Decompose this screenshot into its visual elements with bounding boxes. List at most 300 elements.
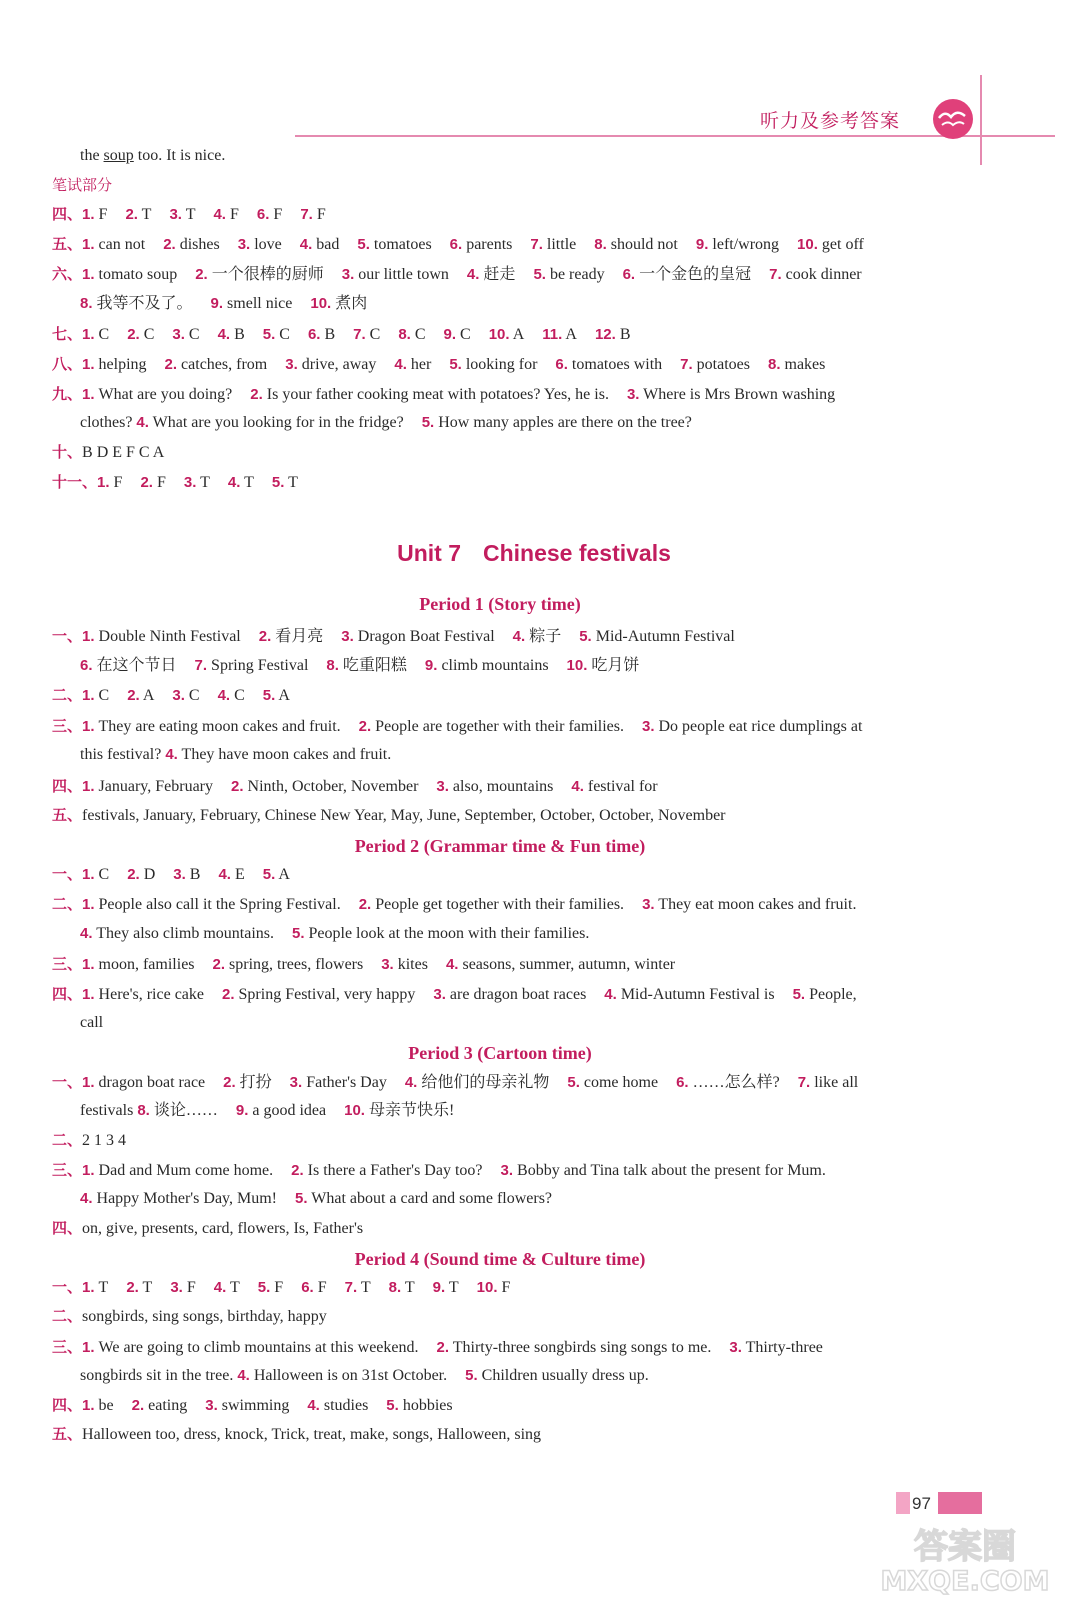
answer-line	[52, 1424, 541, 1445]
answer-item	[307, 1397, 368, 1414]
watermark-logo	[870, 1520, 1060, 1595]
item-answer: 吃月饼	[591, 657, 640, 674]
answer-item	[82, 956, 195, 973]
answer-text: this festival?	[80, 746, 162, 763]
answer-line	[52, 1337, 841, 1358]
answer-item	[604, 986, 774, 1003]
answer-item	[386, 1397, 452, 1414]
item-answer: B	[619, 326, 631, 343]
item-answer: F	[156, 474, 166, 491]
page-header-title: 听力及参考答案	[760, 110, 901, 132]
item-answer: A	[142, 687, 155, 704]
answer-line	[80, 1189, 570, 1209]
watermark-bottom: MXQE.COM	[880, 1566, 1050, 1595]
answer-item	[436, 778, 553, 795]
answer-item	[301, 1279, 326, 1296]
item-number: 8.	[137, 1102, 150, 1119]
item-number: 7.	[797, 1074, 811, 1091]
answer-line	[52, 1218, 363, 1239]
answer-line	[52, 864, 308, 885]
item-number: 2.	[164, 356, 178, 373]
item-number: 3.	[172, 326, 185, 343]
answer-item	[172, 326, 199, 343]
item-answer: T	[360, 1279, 371, 1296]
answer-item	[80, 657, 177, 674]
answer-item	[127, 687, 154, 704]
item-answer: C	[369, 326, 381, 343]
answer-line	[52, 1072, 876, 1093]
item-number: 1.	[82, 266, 95, 283]
item-number: 4.	[445, 956, 459, 973]
answer-item	[80, 1190, 277, 1207]
item-answer: F	[317, 1279, 327, 1296]
item-answer: makes	[784, 356, 826, 373]
answer-item	[272, 474, 298, 491]
answer-item	[82, 236, 145, 253]
item-answer: Spring Festival	[211, 657, 309, 674]
answer-line	[80, 1101, 472, 1121]
item-number: 3.	[381, 956, 394, 973]
item-number: 2.	[131, 1397, 145, 1414]
item-answer: get off	[821, 236, 864, 253]
period-label: Period 1	[419, 594, 484, 614]
question-label: 三、	[52, 717, 83, 735]
item-number: 4.	[227, 474, 241, 491]
answer-item	[82, 356, 147, 373]
item-answer: Is there a Father's Day too?	[307, 1162, 483, 1179]
page-number-bar-right	[938, 1492, 982, 1514]
answer-line	[52, 204, 344, 225]
question-label: 七、	[52, 325, 83, 343]
item-answer: Do people eat rice dumplings at	[658, 718, 863, 735]
item-answer: climb mountains	[441, 657, 549, 674]
answer-item	[798, 1074, 859, 1091]
item-number: 4.	[237, 1367, 250, 1384]
answer-item	[291, 1162, 482, 1179]
answer-line	[52, 626, 753, 647]
item-number: 3.	[173, 866, 186, 883]
item-number: 7.	[344, 1279, 358, 1296]
item-number: 10.	[797, 236, 818, 253]
section-heading: 笔试部分	[52, 176, 113, 194]
question-label: 二、	[52, 895, 83, 913]
answer-item	[341, 628, 494, 645]
item-answer: A	[278, 866, 290, 883]
item-number: 1.	[82, 687, 95, 704]
question-label: 八、	[52, 355, 83, 373]
answer-item	[489, 326, 525, 343]
question-label: 一、	[52, 1278, 83, 1296]
item-answer: They also climb mountains.	[96, 925, 274, 942]
item-answer: C	[234, 687, 245, 704]
item-number: 1.	[82, 1074, 95, 1091]
answer-item	[292, 925, 589, 942]
answer-item	[172, 687, 199, 704]
answer-line	[80, 294, 385, 314]
answer-item	[422, 414, 692, 431]
item-number: 2.	[125, 206, 138, 223]
item-number: 3.	[169, 206, 182, 223]
item-number: 2.	[358, 896, 372, 913]
item-answer: eating	[148, 1397, 188, 1414]
item-number: 1.	[82, 718, 95, 735]
item-number: 6.	[256, 206, 270, 223]
item-answer: B	[189, 866, 201, 883]
item-answer: potatoes	[696, 356, 750, 373]
item-number: 6.	[307, 326, 321, 343]
item-number: 4.	[136, 414, 149, 431]
item-answer: a good idea	[252, 1102, 327, 1119]
answer-item	[82, 986, 204, 1003]
item-answer: smell nice	[227, 295, 293, 312]
item-answer: 看月亮	[275, 628, 324, 645]
answer-item	[353, 326, 380, 343]
item-number: 7.	[353, 326, 366, 343]
item-number: 5.	[357, 236, 370, 253]
question-label: 五、	[52, 235, 83, 253]
item-number: 5.	[386, 1397, 399, 1414]
period-label: Period 4	[354, 1249, 420, 1269]
item-answer: F	[98, 206, 108, 223]
item-answer: T	[200, 474, 210, 491]
item-answer: F	[501, 1279, 511, 1296]
item-number: 2.	[250, 386, 263, 403]
answer-item	[627, 386, 835, 403]
answer-text: songbirds, sing songs, birthday, happy	[82, 1308, 327, 1325]
answer-item	[82, 718, 341, 735]
answer-item	[467, 266, 516, 283]
question-label: 四、	[52, 1219, 83, 1237]
item-number: 2.	[127, 326, 140, 343]
answer-item	[218, 326, 245, 343]
answer-item	[642, 718, 862, 735]
item-answer: F	[274, 1279, 284, 1296]
answer-item	[236, 1102, 326, 1119]
answer-item	[80, 295, 193, 312]
answer-item	[579, 628, 735, 645]
item-answer: swimming	[221, 1397, 290, 1414]
answer-item	[238, 236, 282, 253]
seagull-logo-icon	[930, 96, 976, 142]
item-number: 4.	[80, 1190, 93, 1207]
answer-item	[82, 896, 341, 913]
answer-item	[231, 778, 418, 795]
question-label: 六、	[52, 265, 83, 283]
item-number: 3.	[642, 896, 655, 913]
answer-item	[222, 986, 415, 1003]
answer-item	[80, 925, 274, 942]
answer-item	[214, 1279, 240, 1296]
item-number: 4.	[512, 628, 526, 645]
answer-item	[237, 1367, 447, 1384]
item-number: 1.	[82, 326, 95, 343]
answer-item	[223, 1074, 272, 1091]
item-answer: our little town	[358, 266, 449, 283]
item-answer: Halloween is on 31st October.	[253, 1367, 448, 1384]
item-number: 2.	[127, 866, 140, 883]
item-number: 5.	[262, 687, 276, 704]
item-answer: tomato soup	[98, 266, 178, 283]
answer-item	[793, 986, 857, 1003]
answer-item	[295, 1190, 552, 1207]
answer-text: 2 1 3 4	[82, 1132, 127, 1149]
answer-item	[82, 386, 232, 403]
item-answer: ……怎么样?	[692, 1074, 780, 1091]
item-number: 5.	[421, 414, 435, 431]
item-number: 5.	[449, 356, 462, 373]
item-number: 6.	[622, 266, 636, 283]
item-number: 5.	[579, 628, 592, 645]
item-answer: E	[234, 866, 245, 883]
item-answer: C	[188, 687, 200, 704]
answer-item	[769, 266, 862, 283]
item-answer: 一个金色的皇冠	[639, 266, 752, 283]
item-answer: 给他们的母亲礼物	[421, 1074, 550, 1091]
item-answer: 赶走	[483, 266, 516, 283]
item-answer: What about a card and some flowers?	[311, 1190, 553, 1207]
item-number: 6.	[449, 236, 463, 253]
item-answer: C	[414, 326, 426, 343]
item-answer: People,	[809, 986, 857, 1003]
answer-text: the	[80, 147, 104, 164]
question-label: 一、	[52, 865, 83, 883]
item-number: 7.	[530, 236, 543, 253]
item-number: 8.	[398, 326, 411, 343]
item-number: 3.	[500, 1162, 514, 1179]
answer-item	[345, 1279, 371, 1296]
item-answer: hobbies	[402, 1397, 453, 1414]
item-answer: drive, away	[301, 356, 377, 373]
item-answer: We are going to climb mountains at this weekend.	[98, 1339, 419, 1356]
item-number: 3.	[183, 474, 197, 491]
item-answer: come home	[583, 1074, 659, 1091]
item-answer: Happy Mother's Day, Mum!	[96, 1190, 277, 1207]
item-answer: B	[324, 326, 336, 343]
item-answer: left/wrong	[712, 236, 780, 253]
item-answer: T	[288, 474, 298, 491]
item-answer: helping	[98, 356, 147, 373]
item-number: 2.	[223, 1074, 236, 1091]
answer-item	[533, 266, 604, 283]
item-answer: Children usually dress up.	[481, 1367, 649, 1384]
answer-item	[530, 236, 576, 253]
item-number: 8.	[767, 356, 781, 373]
item-number: 10.	[488, 326, 510, 343]
item-answer: T	[244, 474, 254, 491]
item-number: 1.	[82, 356, 95, 373]
answer-item	[571, 778, 657, 795]
item-number: 3.	[285, 356, 298, 373]
answer-line	[80, 656, 657, 676]
item-number: 4.	[80, 925, 93, 942]
item-number: 3.	[172, 687, 185, 704]
item-answer: T	[448, 1279, 459, 1296]
item-answer: also, mountains	[452, 778, 554, 795]
item-answer: studies	[323, 1397, 369, 1414]
item-number: 5.	[465, 1367, 478, 1384]
answer-line	[52, 954, 693, 975]
item-number: 4.	[404, 1074, 418, 1091]
item-number: 9.	[235, 1102, 249, 1119]
item-answer: 谈论……	[153, 1102, 218, 1119]
answer-item	[263, 687, 290, 704]
question-label: 三、	[52, 955, 83, 973]
item-number: 2.	[436, 1339, 450, 1356]
answer-item	[425, 657, 549, 674]
answer-item	[82, 778, 213, 795]
item-number: 4.	[217, 687, 231, 704]
item-number: 5.	[257, 1279, 271, 1296]
item-answer: People get together with their families.	[375, 896, 625, 913]
item-number: 5.	[291, 925, 305, 942]
answer-text: clothes?	[80, 414, 133, 431]
item-answer: T	[98, 1279, 109, 1296]
item-number: 1.	[82, 206, 95, 223]
item-number: 2.	[358, 718, 372, 735]
item-answer: A	[565, 326, 577, 343]
item-answer: 煮肉	[335, 295, 368, 312]
item-number: 4.	[466, 266, 480, 283]
item-answer: F	[229, 206, 239, 223]
item-answer: T	[229, 1279, 240, 1296]
item-number: 2.	[126, 1279, 139, 1296]
answer-line	[52, 1306, 327, 1327]
item-answer: D	[143, 866, 156, 883]
answer-item	[218, 687, 245, 704]
question-label: 三、	[52, 1161, 83, 1179]
answer-line	[52, 324, 649, 345]
header-divider-vertical	[980, 75, 982, 165]
item-answer: parents	[466, 236, 513, 253]
item-number: 6.	[676, 1074, 689, 1091]
item-number: 10.	[476, 1279, 498, 1296]
item-answer: tomatoes	[373, 236, 432, 253]
item-number: 5.	[567, 1074, 580, 1091]
answer-item	[501, 1162, 826, 1179]
item-number: 4.	[571, 778, 584, 795]
question-label: 二、	[52, 1307, 83, 1325]
item-number: 5.	[271, 474, 285, 491]
answer-item	[205, 1397, 289, 1414]
item-number: 3.	[433, 986, 446, 1003]
item-number: 4.	[307, 1397, 320, 1414]
item-number: 1.	[97, 474, 110, 491]
item-answer: Here's, rice cake	[98, 986, 205, 1003]
item-number: 1.	[82, 1162, 95, 1179]
item-answer: T	[142, 1279, 153, 1296]
period-label: Period 3	[408, 1043, 473, 1063]
period-subtitle: (Story time)	[488, 594, 581, 614]
item-number: 2.	[140, 474, 153, 491]
answer-item	[676, 1074, 780, 1091]
item-answer: Double Ninth Festival	[98, 628, 241, 645]
item-answer: be	[98, 1397, 114, 1414]
answer-text: festivals	[80, 1102, 134, 1119]
answer-item	[555, 356, 662, 373]
item-number: 2.	[195, 266, 208, 283]
answer-item	[433, 986, 586, 1003]
item-number: 5.	[262, 326, 276, 343]
item-number: 1.	[82, 628, 95, 645]
answer-line	[52, 442, 164, 463]
answer-line	[80, 745, 409, 765]
answer-item	[126, 1279, 152, 1296]
item-answer: F	[186, 1279, 196, 1296]
question-label: 五、	[52, 806, 83, 824]
item-answer: What are you looking for in the fridge?	[152, 414, 404, 431]
item-answer: T	[141, 206, 152, 223]
item-answer: F	[113, 474, 123, 491]
answer-text: call	[80, 1014, 104, 1031]
answer-line	[52, 984, 875, 1005]
answer-item	[308, 326, 335, 343]
item-answer: her	[410, 356, 432, 373]
item-number: 9.	[443, 326, 457, 343]
answer-item	[623, 266, 752, 283]
item-number: 10.	[310, 295, 332, 312]
item-answer: How many apples are there on the tree?	[438, 414, 692, 431]
answer-item	[82, 866, 109, 883]
item-answer: F	[273, 206, 283, 223]
item-answer: Is your father cooking meat with potatoes? Yes, he is.	[266, 386, 609, 403]
answer-item	[184, 474, 210, 491]
item-number: 5.	[262, 866, 276, 883]
item-number: 5.	[792, 986, 806, 1003]
answer-line	[80, 1013, 103, 1033]
item-answer: 一个很棒的厨师	[211, 266, 324, 283]
answer-item	[513, 628, 562, 645]
item-answer: festival for	[587, 778, 658, 795]
item-number: 1.	[82, 866, 95, 883]
item-answer: T	[185, 206, 196, 223]
period-subtitle: (Cartoon time)	[477, 1043, 592, 1063]
period-heading	[0, 594, 1000, 615]
question-label: 四、	[52, 205, 83, 223]
item-number: 1.	[82, 1339, 95, 1356]
item-number: 5.	[533, 266, 546, 283]
item-answer: They eat moon cakes and fruit.	[658, 896, 857, 913]
item-answer: C	[143, 326, 155, 343]
answer-item	[258, 1279, 283, 1296]
item-answer: spring, trees, flowers	[229, 956, 364, 973]
item-number: 2.	[127, 687, 140, 704]
answer-item	[163, 236, 220, 253]
item-answer: F	[316, 206, 326, 223]
unit-title	[0, 540, 1068, 567]
question-label: 二、	[52, 686, 83, 704]
answer-item	[82, 1397, 114, 1414]
answer-item	[127, 866, 155, 883]
answer-text: songbirds sit in the tree.	[80, 1367, 234, 1384]
item-answer: They are eating moon cakes and fruit.	[98, 718, 341, 735]
item-number: 4.	[604, 986, 617, 1003]
item-number: 12.	[594, 326, 616, 343]
item-answer: Thirty-three songbirds sing songs to me.	[452, 1339, 712, 1356]
item-answer: bad	[316, 236, 340, 253]
answer-line	[52, 384, 853, 405]
answer-item	[344, 1102, 454, 1119]
item-answer: What are you doing?	[98, 386, 233, 403]
item-answer: People also call it the Spring Festival.	[98, 896, 341, 913]
item-answer: catches, from	[181, 356, 268, 373]
answer-item	[405, 1074, 550, 1091]
item-number: 4.	[299, 236, 313, 253]
answer-item	[132, 1397, 188, 1414]
answer-item	[259, 628, 324, 645]
item-number: 9.	[424, 657, 438, 674]
item-number: 4.	[213, 1279, 227, 1296]
answer-item	[542, 326, 577, 343]
